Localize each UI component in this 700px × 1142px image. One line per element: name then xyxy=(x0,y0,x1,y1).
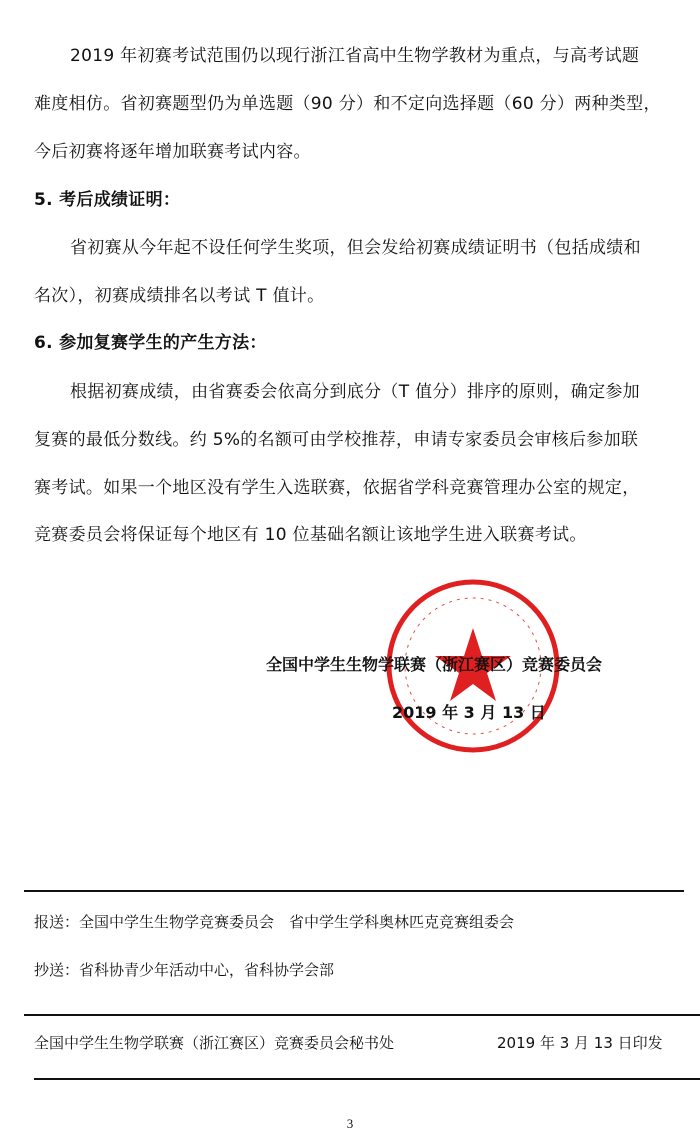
divider xyxy=(34,1078,700,1080)
report-to: 报送：全国中学生生物学竞赛委员会 省中学生学科奥林匹克竞赛组委会 xyxy=(34,913,515,931)
issue-date: 2019 年 3 月 13 日印发 xyxy=(497,1034,663,1052)
issuer: 全国中学生生物学联赛（浙江赛区）竞赛委员会秘书处 xyxy=(34,1034,395,1052)
text-line: 赛考试。如果一个地区没有学生入选联赛，依据省学科竞赛管理办公室的规定， xyxy=(34,478,640,498)
section-heading-6: 6. 参加复赛学生的产生方法： xyxy=(34,333,267,353)
text-line: 难度相仿。省初赛题型仍为单选题（90 分）和不定向选择题（60 分）两种类型， xyxy=(34,94,661,114)
text-line: 省初赛从今年起不设任何学生奖项，但会发给初赛成绩证明书（包括成绩和 xyxy=(70,238,641,258)
text-line: 2019 年初赛考试范围仍以现行浙江省高中生物学教材为重点，与高考试题 xyxy=(70,46,640,66)
page-number: 3 xyxy=(346,1116,354,1131)
text-line: 今后初赛将逐年增加联赛考试内容。 xyxy=(34,142,311,162)
copy-to: 抄送：省科协青少年活动中心，省科协学会部 xyxy=(34,961,335,979)
divider xyxy=(24,890,684,892)
text-line: 名次），初赛成绩排名以考试 T 值计。 xyxy=(34,286,325,306)
divider xyxy=(24,1014,700,1016)
text-line: 竞赛委员会将保证每个地区有 10 位基础名额让该地学生进入联赛考试。 xyxy=(34,525,587,545)
signature-date: 2019 年 3 月 13 日 xyxy=(392,703,546,722)
signature-organization: 全国中学生生物学联赛（浙江赛区）竞赛委员会 xyxy=(266,655,603,674)
section-heading-5: 5. 考后成绩证明： xyxy=(34,190,181,210)
text-line: 根据初赛成绩，由省赛委会依高分到底分（T 值分）排序的原则，确定参加 xyxy=(70,382,640,402)
text-line: 复赛的最低分数线。约 5%的名额可由学校推荐，申请专家委员会审核后参加联 xyxy=(34,430,639,450)
